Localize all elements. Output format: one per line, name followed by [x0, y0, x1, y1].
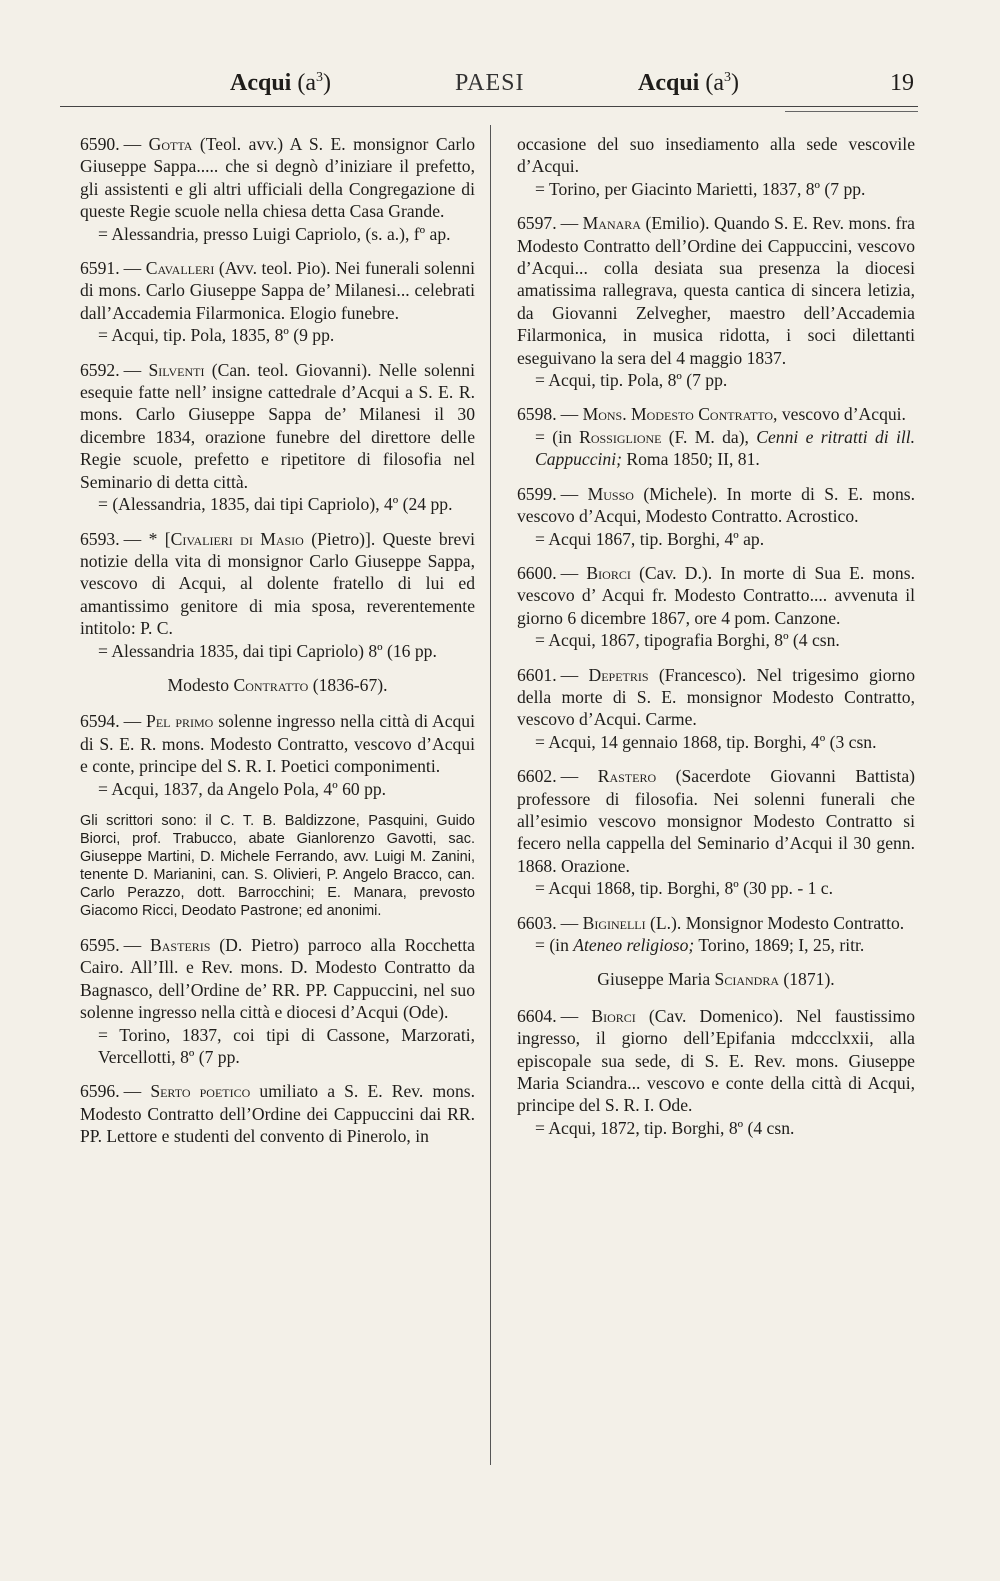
- entry-text: (Pietro)]. Queste brevi notizie della vita di monsignor Carlo Giuseppe Sappa, vescovo di Acqui, al dolente fratello di lui ed amantissimo genitore di mia sposa, reverentemente intitolo: P. C.: [80, 528, 476, 639]
- entry-text: (Can. teol. Giovanni). Nelle solenni esequie fatte nell’ insigne cattedrale d’Acqui a S. E. R. mons. Carlo Giuseppe Sappa de’ Milanesi il 30 dicembre 1834, orazione funebre del direttore delle Regie scuole, prefetto e ripetitore di filosofia nel Seminario di detta città.: [80, 359, 475, 492]
- entry-imprint: = Acqui, tip. Pola, 8º (7 pp.: [535, 370, 728, 391]
- entry-number: 6591.: [80, 258, 120, 279]
- running-header: [0, 70, 1000, 110]
- entry-6594: [80, 710, 475, 800]
- entry-text: (Avv. teol. Pio). Nei funerali solenni di mons. Carlo Giuseppe Sappa de’ Milanesi... celebrati dall’Accademia Filarmonica. Elogio funebre.: [80, 258, 476, 323]
- entry-6604: [517, 1005, 915, 1139]
- contributors-note: Gli scrittori sono: il C. T. B. Baldizzone, Pasquini, Guido Biorci, prof. Trabucco, abate Gianlorenzo Gavotti, sac. Giuseppe Martini, D. Michele Ferrando, avv. Luigi M. Zanini, tenente D. Marianini, can. S. Olivieri, P. Angelo Bracco, can. Carlo Perazzo, dott. Barrocchini; E. Manara, prevosto Giacomo Ricci, Deodato Pastrone; ed anonimi.: [80, 812, 475, 919]
- entry-number: 6592.: [80, 359, 120, 380]
- entry-6593: [80, 528, 475, 662]
- entry-number: 6604.: [517, 1005, 557, 1026]
- entry-author: — Rastero: [560, 766, 657, 787]
- entry-text: (Sacerdote Giovanni Battista) professore di filosofia. Nei solenni funerali che all’esimio vescovo monsignor Modesto Contratto si fecero nella cappella del Seminario d’Acqui il 30 genn. 1868. Orazione.: [517, 766, 915, 876]
- entry-imprint: = (in Rossiglione (F. M. da), Cenni e ritratti di ill. Cappuccini; Roma 1850; II, 81.: [535, 426, 916, 470]
- entry-text: (Michele). In morte di S. E. mons. vescovo d’Acqui, Modesto Contratto. Acrostico.: [517, 483, 915, 527]
- entry-author: — * [Civalieri di Masio: [123, 528, 304, 549]
- entry-6598: [517, 403, 915, 470]
- column-divider: [490, 125, 491, 1465]
- entry-text: (D. Pietro) parroco alla Rocchetta Cairo. All’Ill. e Rev. mons. D. Modesto Contratto da Bagnasco, dell’Ordine de’ RR. PP. Cappuccini, nel suo solenne ingresso nella città e diocesi d’Acqui (Ode).: [80, 934, 475, 1023]
- entry-text: solenne ingresso nella città di Acqui di S. E. R. mons. Modesto Contratto, vescovo d’Acqui e conte, principe del S. R. I. Poetici componimenti.: [80, 711, 475, 777]
- entry-number: 6593.: [80, 528, 120, 549]
- entry-imprint: = Acqui, 1867, tipografia Borghi, 8º (4 csn.: [535, 630, 840, 651]
- section-heading-contratto: Modesto Contratto (1836-67).: [167, 674, 388, 695]
- entry-text: occasione del suo insediamento alla sede vescovile d’Acqui.: [517, 134, 915, 177]
- entry-author: — Musso: [560, 483, 634, 504]
- entry-text: (L.). Monsignor Modesto Contratto.: [645, 912, 905, 933]
- entry-author: — Mons. Modesto Contratto: [560, 404, 774, 425]
- entry-6597: [517, 212, 915, 391]
- header-right-title: Acqui $(a^3)$: [638, 70, 740, 96]
- entry-imprint: = Acqui, tip. Pola, 1835, 8º (9 pp.: [98, 325, 335, 346]
- entry-number: 6597.: [517, 213, 557, 234]
- section-heading-sciandra: Giuseppe Maria Sciandra (1871).: [597, 969, 835, 990]
- entry-6603: [517, 912, 915, 957]
- right-column: [517, 133, 915, 1151]
- entry-author: — Gotta: [123, 134, 193, 154]
- entry-6596: [80, 1080, 475, 1147]
- entry-author: — Biginelli: [560, 912, 646, 933]
- entry-number: 6590.: [80, 134, 120, 154]
- entry-number: 6601.: [517, 664, 557, 685]
- entry-text: (Cav. D.). In morte di Sua E. mons. vescovo d’ Acqui fr. Modesto Contratto.... avvenuta il giorno 6 dicembre 1867, ore 4 pom. Canzone.: [517, 562, 915, 628]
- entry-imprint: = Torino, per Giacinto Marietti, 1837, 8º (7 pp.: [535, 178, 866, 199]
- entry-6592: [80, 359, 475, 516]
- header-rule-double: [785, 111, 918, 112]
- entry-imprint: = Acqui, 1837, da Angelo Pola, 4º 60 pp.: [98, 778, 387, 799]
- entry-6601: [517, 664, 915, 754]
- entry-author: — Cavalleri: [123, 258, 215, 279]
- entry-6599: [517, 483, 915, 550]
- entry-imprint: = Torino, 1837, coi tipi di Cassone, Marzorati, Vercellotti, 8º (7 pp.: [98, 1024, 475, 1067]
- entry-imprint: = Alessandria 1835, dai tipi Capriolo) 8º (16 pp.: [98, 640, 437, 661]
- entry-text: (Cav. Domenico). Nel faustissimo ingresso, il giorno dell’Epifania mdccclxxii, alla episcopale sua sede, di S. E. Rev. mons. Giuseppe Maria Sciandra... vescovo e conte della città di Acqui, principe del S. R. I. Ode.: [517, 1005, 915, 1116]
- entry-author: — Biorci: [560, 562, 631, 583]
- entry-author: — Manara: [560, 213, 641, 234]
- entry-author: — Basteris: [123, 934, 211, 955]
- entry-number: 6598.: [517, 404, 557, 425]
- entry-imprint: = (Alessandria, 1835, dai tipi Capriolo), 4º (24 pp.: [98, 494, 453, 515]
- entry-text: (Teol. avv.) A S. E. monsignor Carlo Giuseppe Sappa..... che si degnò d’iniziare il prefetto, gli assistenti e gli altri ufficiali della Congregazione di queste Regie scuole nella chiesa detta Casa Grande.: [80, 134, 475, 222]
- entry-author: — Silventi: [123, 359, 205, 380]
- entry-imprint: = Acqui 1867, tip. Borghi, 4º ap.: [535, 528, 765, 549]
- entry-number: 6595.: [80, 934, 120, 955]
- entry-author: — Pel primo: [123, 711, 214, 732]
- entry-6596-continued: [517, 133, 915, 200]
- entry-imprint: = Acqui 1868, tip. Borghi, 8º (30 pp. - 1 c.: [535, 878, 834, 899]
- entry-number: 6594.: [80, 711, 120, 732]
- entry-6591: [80, 257, 475, 347]
- entry-number: 6600.: [517, 562, 557, 583]
- entry-number: 6603.: [517, 912, 557, 933]
- entry-text: (Emilio). Quando S. E. Rev. mons. fra Modesto Contratto dell’Ordine dei Cappuccini, vescovo d’Acqui... colla desiata sua presenza la diocesi amatissima rallegrava, questa cantica di sincera letizia, da Giovanni Zelvegher, maestro dell’Accademia Filarmonica, in musica ridotta, i soci dilettanti eseguivano la sera del 4 maggio 1837.: [517, 213, 915, 368]
- entry-text: , vescovo d’Acqui.: [773, 404, 906, 425]
- left-column: [80, 133, 475, 1160]
- entry-author: — Serto poetico: [123, 1081, 251, 1102]
- page-number: 19: [890, 70, 914, 96]
- entry-author: — Depetris: [560, 664, 649, 685]
- entry-6595: [80, 934, 475, 1068]
- entry-imprint: = (in Ateneo religioso; Torino, 1869; I, 25, ritr.: [535, 935, 865, 955]
- entry-imprint: = Alessandria, presso Luigi Capriolo, (s. a.), fº ap.: [98, 223, 451, 244]
- entry-6600: [517, 562, 915, 652]
- entry-6590: [80, 133, 475, 245]
- entry-6602: [517, 765, 915, 899]
- entry-number: 6599.: [517, 483, 557, 504]
- entry-author: — Biorci: [560, 1005, 636, 1026]
- entry-imprint: = Acqui, 1872, tip. Borghi, 8º (4 csn.: [535, 1117, 795, 1138]
- header-left-title: Acqui $(a^3)$: [230, 70, 332, 96]
- entry-number: 6596.: [80, 1081, 120, 1102]
- entry-imprint: = Acqui, 14 gennaio 1868, tip. Borghi, 4º (3 csn.: [535, 731, 877, 752]
- header-section-label: PAESI: [455, 70, 525, 96]
- entry-text: (Francesco). Nel trigesimo giorno della morte di S. E. monsignor Modesto Contratto, vescovo d’Acqui. Carme.: [517, 664, 915, 730]
- entry-number: 6602.: [517, 766, 557, 787]
- header-rule: [60, 106, 918, 107]
- entry-text: umiliato a S. E. Rev. mons. Modesto Contratto dell’Ordine dei Cappuccini dai RR. PP. Lettore e studenti del convento di Pinerolo, in: [80, 1081, 475, 1147]
